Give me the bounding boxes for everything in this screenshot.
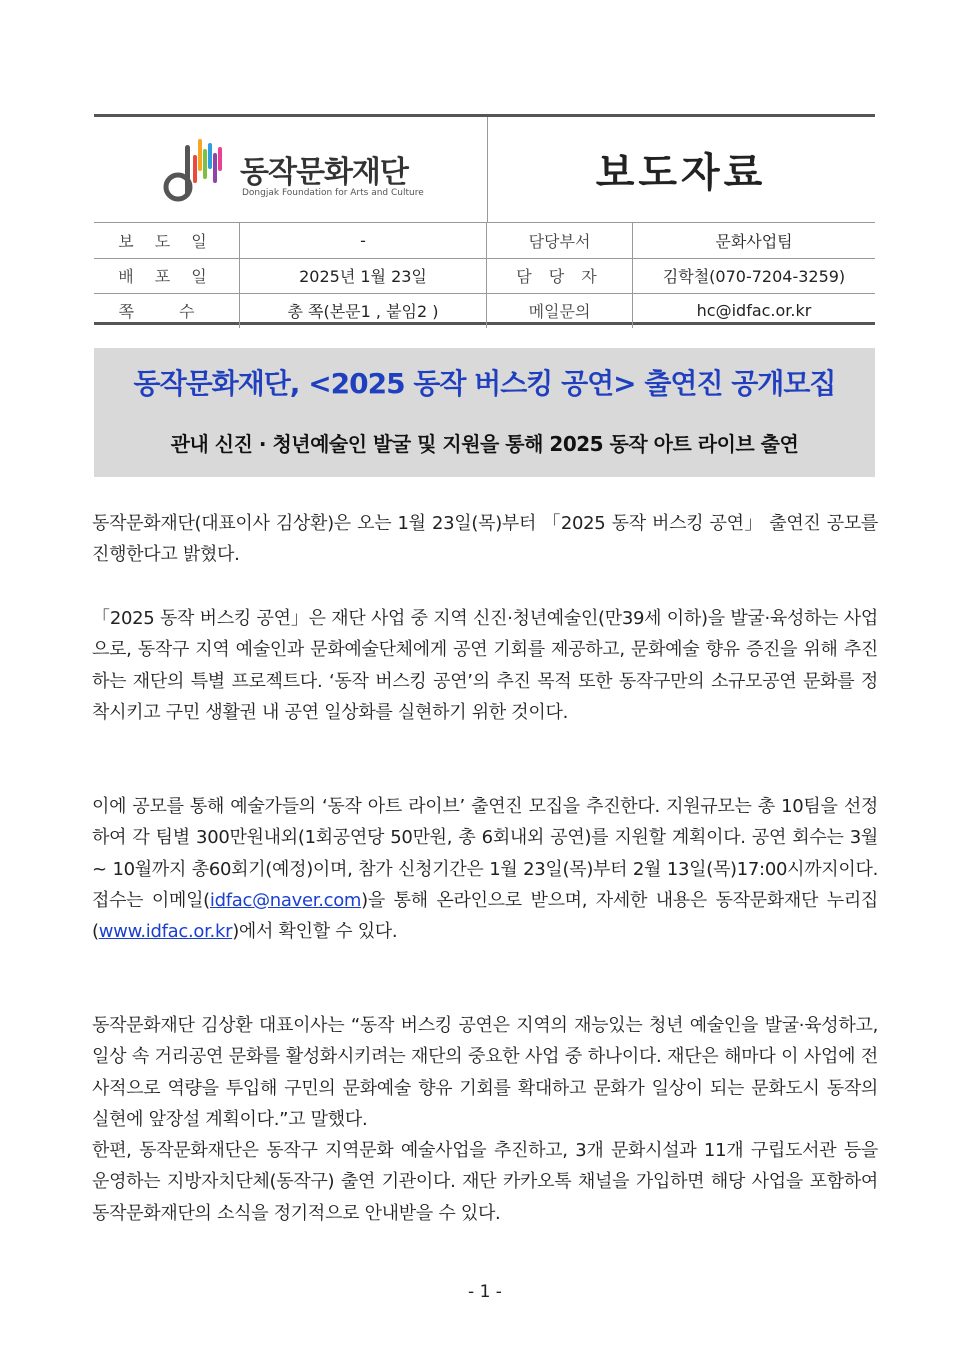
foundation-logo-icon bbox=[162, 135, 224, 207]
row-value: 김학철(070-7204-3259) bbox=[662, 267, 846, 286]
row-label: 배 포 일 bbox=[94, 258, 240, 293]
doc-type-cell bbox=[487, 117, 875, 222]
row-value: 2025년 1월 23일 bbox=[240, 258, 487, 293]
row-value: 총 쪽(본문1 , 붙임2 ) bbox=[240, 293, 487, 328]
row-label: 쪽 수 bbox=[94, 293, 240, 328]
row-label: 보 도 일 bbox=[94, 223, 240, 258]
row-label: 메일문의 bbox=[487, 293, 633, 328]
row-value: 문화사업팀 bbox=[715, 232, 793, 251]
row-value: - bbox=[240, 223, 487, 258]
headline-title: 동작문화재단, <2025 동작 버스킹 공연> 출연진 공개모집 bbox=[133, 367, 836, 400]
website-link[interactable]: www.idfac.or.kr bbox=[98, 921, 233, 943]
row-label: 담당부서 bbox=[487, 223, 633, 258]
headline-box bbox=[94, 348, 875, 477]
header-table bbox=[94, 114, 875, 325]
body-paragraph-4: 동작문화재단 김상환 대표이사는 “동작 버스킹 공연은 지역의 재능있는 청년 예술인을 발굴·육성하고, 일상 속 거리공연 문화를 활성화시키려는 재단의 중요한 사업 중 하나이다. 재단은 해마다 이 사업에 전사적으로 역량을 투입해 구민의 문화예술 향유 기회를 확대하고 문화가 일상이 되는 문화도시 동작의 실현에 앞장설 계획이다.”고 말했다. bbox=[92, 1015, 878, 1130]
info-row bbox=[94, 293, 875, 328]
logo-korean-name: 동작문화재단 bbox=[240, 155, 408, 190]
contact-email[interactable]: hc@idfac.or.kr bbox=[696, 301, 812, 320]
logo-english-name: Dongjak Foundation for Arts and Culture bbox=[242, 188, 424, 198]
info-row bbox=[94, 223, 875, 259]
row-label: 담 당 자 bbox=[487, 258, 633, 293]
email-link[interactable]: idfac@naver.com bbox=[209, 889, 362, 911]
body-paragraph-2: 「2025 동작 버스킹 공연」은 재단 사업 중 지역 신진·청년예술인(만39세 이하)을 발굴·육성하는 사업으로, 동작구 지역 예술인과 문화예술단체에게 공연 기회를 제공하고, 문화예술 향유 증진을 위해 추진하는 재단의 특별 프로젝트다. ‘동작 버스킹 공연’의 추진 목적 또한 동작구만의 소규모공연 문화를 정착시키고 구민 생활권 내 공연 일상화를 실현하기 위한 것이다. bbox=[92, 608, 878, 723]
info-row bbox=[94, 258, 875, 294]
paragraph-text: )에서 확인할 수 있다. bbox=[232, 921, 398, 943]
body-paragraph-3 bbox=[92, 791, 878, 947]
doc-type-title: 보도자료 bbox=[595, 150, 767, 196]
page-number: - 1 - bbox=[468, 1282, 502, 1302]
paragraph-text: )을 통해 온라인으로 받으며, 자세한 내용은 동작문화재단 누리집( bbox=[92, 889, 879, 943]
body-paragraph-1: 동작문화재단(대표이사 김상환)은 오는 1월 23일(목)부터 「2025 동작 버스킹 공연」 출연진 공모를 진행한다고 밝혔다. bbox=[92, 513, 878, 566]
paragraph-text: 이에 공모를 통해 예술가들의 ‘동작 아트 라이브’ 출연진 모집을 추진한다. 지원규모는 총 10팀을 선정하여 각 팀별 300만원내외(1회공연당 50만원, 총 6회내외 공연)를 지원할 계획이다. 공연 회수는 3월 ~ 10월까지 총60회기(예정)이며, 참가 신청기간은 1월 23일(목)부터 2월 13일(목)17:00시까지이다. 접수는 이메일( bbox=[92, 796, 878, 911]
header-top bbox=[94, 117, 875, 223]
logo-cell bbox=[94, 117, 488, 222]
headline-subtitle: 관내 신진 · 청년예술인 발굴 및 지원을 통해 2025 동작 아트 라이브 출연 bbox=[170, 432, 799, 456]
body-paragraph-5: 한편, 동작문화재단은 동작구 지역문화 예술사업을 추진하고, 3개 문화시설과 11개 구립도서관 등을 운영하는 지방자치단체(동작구) 출연 기관이다. 재단 카카오톡 채널을 가입하면 해당 사업을 포함하여 동작문화재단의 소식을 정기적으로 안내받을 수 있다. bbox=[92, 1140, 878, 1224]
